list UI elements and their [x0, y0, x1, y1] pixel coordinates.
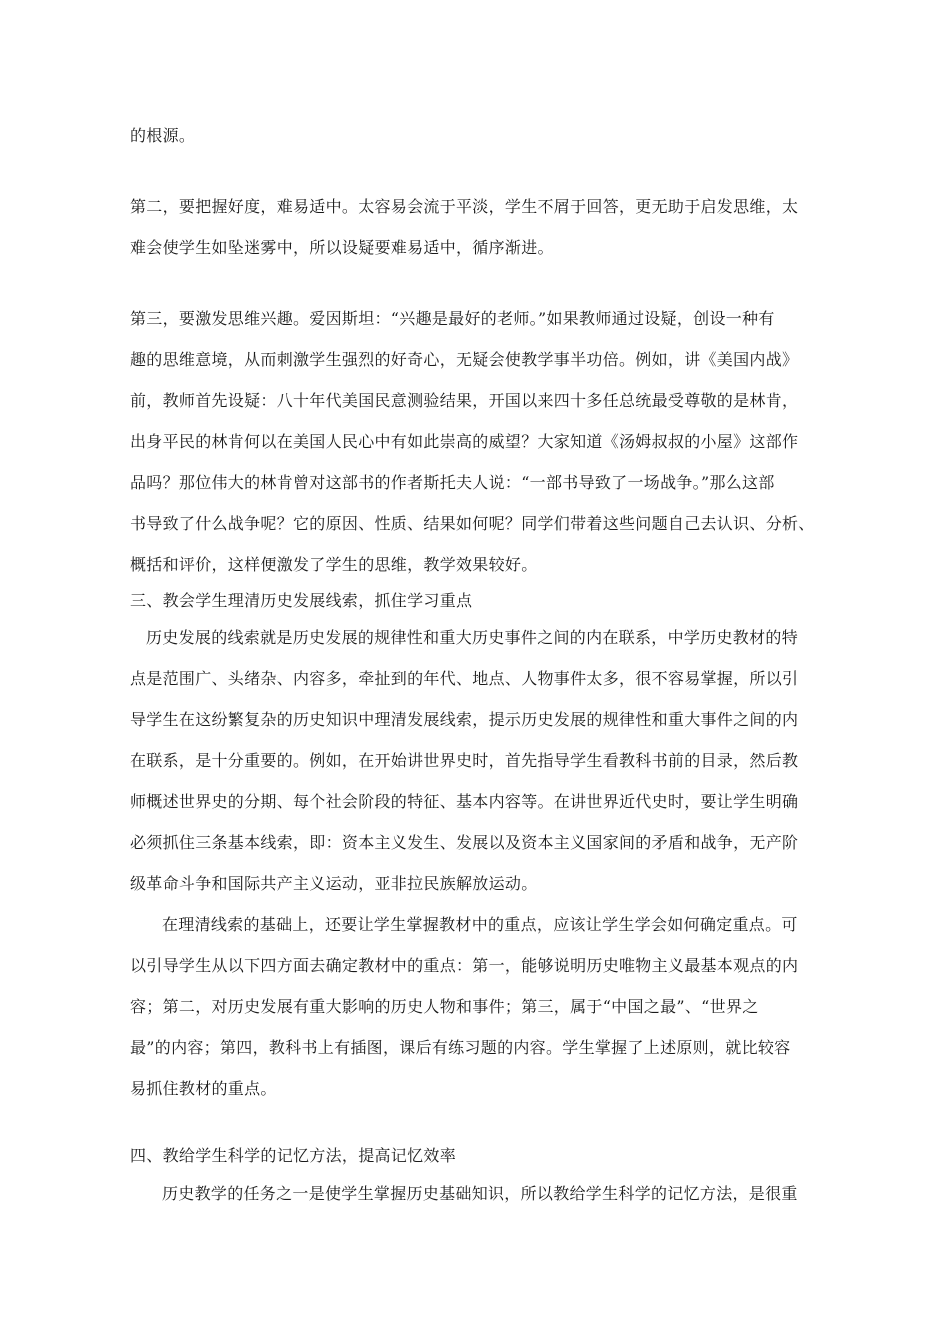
- text-line: 在理清线索的基础上，还要让学生掌握教材中的重点，应该让学生学会如何确定重点。可: [162, 915, 798, 934]
- text-line: 导学生在这纷繁复杂的历史知识中理清发展线索，提示历史发展的规律性和重大事件之间的内: [130, 710, 799, 729]
- text-line: 第三，要激发思维兴趣。爱因斯坦：“兴趣是最好的老师。”如果教师通过设疑，创设一种有: [130, 309, 775, 328]
- text-line: 点是范围广、头绪杂、内容多，牵扯到的年代、地点、人物事件太多，很不容易掌握，所以引: [130, 669, 799, 688]
- text-line: 趣的思维意境，从而刺激学生强烈的好奇心，无疑会使教学事半功倍。例如，讲《美国内战》: [130, 350, 799, 369]
- text-line: 在联系，是十分重要的。例如，在开始讲世界史时，首先指导学生看教科书前的目录，然后教: [130, 751, 799, 770]
- text-line: 概括和评价，这样便激发了学生的思维，教学效果较好。: [130, 555, 538, 574]
- text-line: 容；第二，对历史发展有重大影响的历史人物和事件；第三，属于“中国之最”、“世界之: [130, 997, 759, 1016]
- text-line: 必须抓住三条基本线索，即：资本主义发生、发展以及资本主义国家间的矛盾和战争，无产阶: [130, 833, 799, 852]
- text-line: 历史发展的线索就是历史发展的规律性和重大历史事件之间的内在联系，中学历史教材的特: [146, 628, 799, 647]
- text-line: 前，教师首先设疑：八十年代美国民意测验结果，开国以来四十多任总统最受尊敬的是林肯，: [130, 391, 799, 410]
- text-line: 最”的内容；第四，教科书上有插图，课后有练习题的内容。学生掌握了上述原则，就比较容: [130, 1038, 791, 1057]
- text-line: 难会使学生如坠迷雾中，所以设疑要难易适中，循序渐进。: [130, 238, 554, 257]
- section-heading: 四、教给学生科学的记忆方法，提高记忆效率: [130, 1146, 457, 1165]
- text-line: 出身平民的林肯何以在美国人民心中有如此崇高的威望？大家知道《汤姆叔叔的小屋》这部作: [130, 432, 799, 451]
- text-line: 的根源。: [130, 126, 196, 145]
- section-heading: 三、教会学生理清历史发展线索，抓住学习重点: [130, 591, 473, 610]
- text-line: 师概述世界史的分期、每个社会阶段的特征、基本内容等。在讲世界近代史时，要让学生明确: [130, 792, 799, 811]
- text-line: 品吗？那位伟大的林肯曾对这部书的作者斯托夫人说：“一部书导致了一场战争。”那么这部: [130, 473, 775, 492]
- text-line: 级革命斗争和国际共产主义运动，亚非拉民族解放运动。: [130, 874, 538, 893]
- text-line: 以引导学生从以下四方面去确定教材中的重点：第一，能够说明历史唯物主义最基本观点的内: [130, 956, 799, 975]
- text-line: 易抓住教材的重点。: [130, 1079, 277, 1098]
- text-line: 第二，要把握好度，难易适中。太容易会流于平淡，学生不屑于回答，更无助于启发思维，太: [130, 197, 799, 216]
- text-line: 书导致了什么战争呢？它的原因、性质、结果如何呢？同学们带着这些问题自己去认识、分析、: [130, 514, 815, 533]
- text-line: 历史教学的任务之一是使学生掌握历史基础知识，所以教给学生科学的记忆方法，是很重: [162, 1184, 798, 1203]
